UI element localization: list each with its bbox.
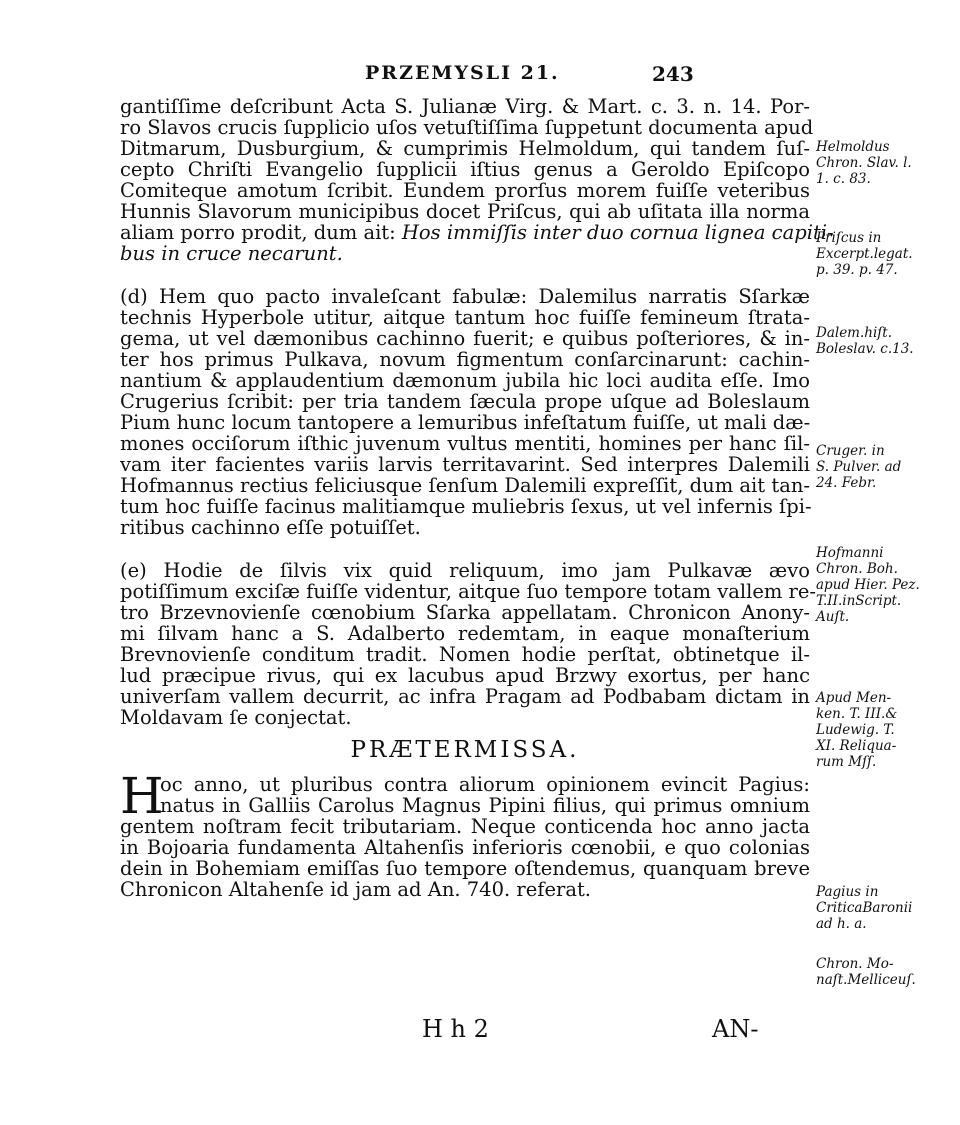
section-heading: PRÆTERMISSA. xyxy=(350,737,580,763)
text-line: Crugerius ſcribit: per tria tandem ſæcula prope uſque ad Boleslaum xyxy=(120,390,810,413)
priscus-quote: Hos immiſſis inter duo cornua lignea capiti- xyxy=(401,221,834,244)
margin-note-line: Chron. Boh. xyxy=(816,561,898,577)
praetermissa-paragraph xyxy=(120,767,810,901)
margin-note xyxy=(816,139,956,187)
catchword: AN- xyxy=(712,1015,759,1043)
margin-note-line: Chron. Mo- xyxy=(816,956,894,972)
margin-note-line: Excerpt.legat. xyxy=(816,246,913,262)
margin-note-line: Ludewig. T. xyxy=(816,722,895,738)
text-line: Brevnovienſe conditum tradit. Nomen hodie perſtat, obtinetque il- xyxy=(120,643,810,666)
text-line: technis Hyperbole utitur, aitque tantum hoc fuiſſe femineum ſtrata- xyxy=(120,306,810,329)
text-line: oc anno, ut pluribus contra aliorum opinionem evincit Pagius: xyxy=(160,773,810,796)
margin-note-line: Auſt. xyxy=(816,609,850,625)
margin-note xyxy=(816,690,956,770)
text-line: gema, ut vel dæmonibus cachinno fuerit; e quibus poſteriores, & in- xyxy=(120,327,810,350)
text-line: Pium hunc locum tantopere a lemuribus infeſtatum fuiſſe, ut mali dæ- xyxy=(120,411,811,434)
text-line: tro Brzevnovienſe cœnobium Sſarka appellatam. Chronicon Anony- xyxy=(120,601,810,624)
margin-note-line: rum Mſſ. xyxy=(816,754,877,770)
margin-note-line: 1. c. 83. xyxy=(816,171,871,187)
spacer xyxy=(120,264,810,286)
paragraph-d xyxy=(120,286,810,538)
text-line: ritibus cachinno eſſe potuiſſet. xyxy=(120,516,421,539)
margin-note-line: ken. T. III.& xyxy=(816,706,898,722)
drop-cap: H xyxy=(120,767,164,825)
text-line: natus in Galliis Carolus Magnus Pipini filius, qui primus omnium xyxy=(160,794,810,817)
signature-mark: H h 2 xyxy=(422,1015,489,1043)
text-line: (d) Hem quo pacto invaleſcant fabulæ: Dalemilus narratis Sſarkæ xyxy=(120,285,810,308)
text-line: Comiteque amotum ſcribit. Eundem prorſus morem fuiſſe veteribus xyxy=(120,179,810,202)
text-line: ter hos primus Pulkava, novum figmentum conſarcinarunt: cachin- xyxy=(120,348,810,371)
margin-note-line: S. Pulver. ad xyxy=(816,459,902,475)
text-line: lud præcipue rivus, qui ex lacubus apud Brzwy exortus, per hanc xyxy=(120,664,810,687)
margin-note xyxy=(816,545,956,625)
margin-note-line: ad h. a. xyxy=(816,916,867,932)
margin-note-line: XI. Reliqua- xyxy=(816,738,897,754)
margin-note-line: p. 39. p. 47. xyxy=(816,262,898,278)
text-line: vam iter facientes variis larvis territavarint. Sed interpres Dalemili xyxy=(120,453,810,476)
text-line: in Bojoaria fundamenta Altahenſis inferioris cœnobii, e quo colonias xyxy=(120,836,810,859)
paragraph-c xyxy=(120,95,834,265)
page-header xyxy=(120,62,820,90)
margin-note-line: Apud Men- xyxy=(816,690,892,706)
text-line xyxy=(120,221,834,244)
margin-note xyxy=(816,956,956,988)
priscus-quote-end: bus in cruce necarunt. xyxy=(120,242,343,265)
text-line: tum hoc fuiſſe facinus malitiamque muliebris ſexus, ut vel infernis ſpi- xyxy=(120,495,812,518)
margin-note-line: 24. Febr. xyxy=(816,475,877,491)
text-line: ro Slavos crucis ſupplicio uſos vetuſtiſſima ſuppetunt documenta apud xyxy=(120,116,814,139)
text-line: Moldavam ſe conjectat. xyxy=(120,706,352,729)
page-number: 243 xyxy=(652,62,694,86)
margin-note-line: T.II.inScript. xyxy=(816,593,902,609)
margin-note-line: CriticaBaronii xyxy=(816,900,913,916)
margin-note-line: Helmoldus xyxy=(816,139,890,155)
margin-note-line: Cruger. in xyxy=(816,443,885,459)
margin-note-line: Priſcus in xyxy=(816,230,882,246)
running-title: PRZEMYSLI 21. xyxy=(365,62,560,84)
margin-note-line: Boleslav. c.13. xyxy=(816,341,914,357)
text-line: potiſſimum exciſæ fuiſſe videntur, aitque ſuo tempore totam vallem re- xyxy=(120,580,817,603)
margin-note xyxy=(816,230,956,278)
text-span: aliam porro prodit, dum ait: xyxy=(120,221,396,244)
spacer xyxy=(120,538,810,560)
margin-note-line: Dalem.hiſt. xyxy=(816,325,892,341)
text-line: mones occiſorum iſthic juvenum vultus mentiti, homines per hanc ſil- xyxy=(120,432,810,455)
margin-note-line: Pagius in xyxy=(816,884,879,900)
text-line: (e) Hodie de ſilvis vix quid reliquum, imo jam Pulkavæ ævo xyxy=(120,559,810,582)
margin-note xyxy=(816,443,956,491)
text-line: gentem noſtram fecit tributariam. Neque conticenda hoc anno jacta xyxy=(120,815,810,838)
text-line: nantium & applaudentium dæmonum jubila hic loci audita eſſe. Imo xyxy=(120,369,810,392)
margin-note xyxy=(816,325,956,357)
text-line: dein in Bohemiam emiſſas ſuo tempore oſtendemus, quanquam breve xyxy=(120,857,810,880)
text-line: Hofmannus rectius feliciusque ſenſum Dalemili expreſſit, dum ait tan- xyxy=(120,474,810,497)
text-line: mi ſilvam hanc a S. Adalberto redemtam, in eaque monaſterium xyxy=(120,622,810,645)
text-line: univerſam vallem decurrit, ac infra Pragam ad Podbabam dictam in xyxy=(120,685,810,708)
margin-note-line: Hofmanni xyxy=(816,545,884,561)
margin-note-line: Chron. Slav. l. xyxy=(816,155,912,171)
page-footer xyxy=(120,1015,820,1047)
text-line: gantiſſime deſcribunt Acta S. Julianæ Virg. & Mart. c. 3. n. 14. Por- xyxy=(120,95,810,118)
text-line: cepto Chriſti Evangelio ſupplicii iſtius genus a Geroldo Epiſcopo xyxy=(120,158,810,181)
text-line: Chronicon Altahenſe id jam ad An. 740. referat. xyxy=(120,878,591,901)
paragraph-e xyxy=(120,559,817,729)
margin-note-line: naſt.Melliceuſ. xyxy=(816,972,916,988)
margin-note-line: apud Hier. Pez. xyxy=(816,577,920,593)
text-line: Hunnis Slavorum municipibus docet Priſcus, qui ab uſitata illa norma xyxy=(120,200,810,223)
text-line: Ditmarum, Dusburgium, & cumprimis Helmoldum, qui tandem ſuſ- xyxy=(120,137,810,160)
margin-note xyxy=(816,884,956,932)
